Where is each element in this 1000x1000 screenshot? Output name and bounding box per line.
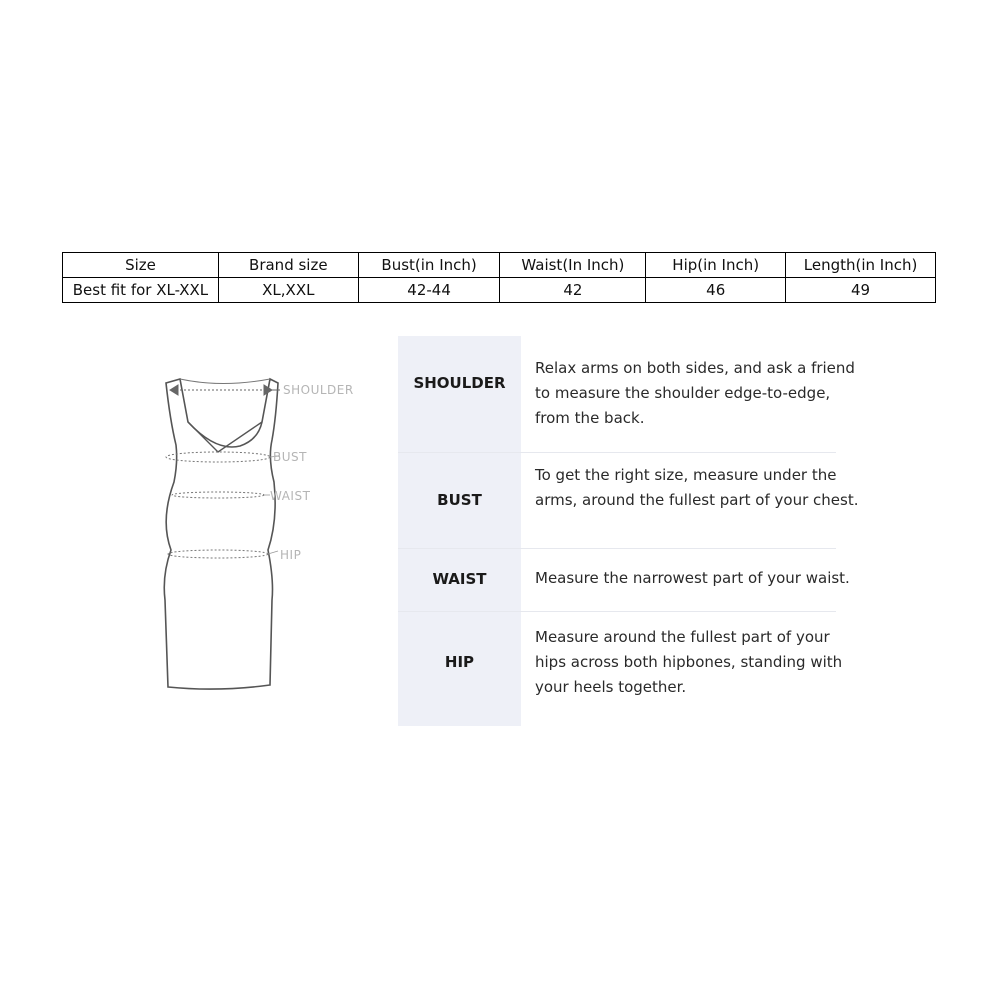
guide-term: SHOULDER — [413, 374, 506, 392]
guide-term: WAIST — [432, 570, 487, 588]
guide-description: To get the right size, measure under the arms, around the fullest part of your chest. — [535, 466, 859, 509]
neckline — [188, 422, 262, 452]
dress-illustration — [150, 370, 370, 700]
cell-size: Best fit for XL-XXL — [63, 278, 219, 303]
table-header-row — [63, 253, 936, 278]
hip-measure — [168, 550, 268, 558]
header-waist: Waist(In Inch) — [500, 253, 646, 278]
waist-measure — [172, 492, 264, 498]
header-bust: Bust(in Inch) — [358, 253, 500, 278]
divider — [398, 611, 836, 612]
header-hip: Hip(in Inch) — [646, 253, 786, 278]
guide-term: HIP — [444, 653, 475, 671]
cell-bust: 42-44 — [358, 278, 500, 303]
guide-description: Measure the narrowest part of your waist. — [535, 569, 850, 587]
header-length: Length(in Inch) — [786, 253, 936, 278]
waist-label: WAIST — [270, 489, 311, 503]
bust-measure — [166, 452, 270, 462]
shoulder-label: SHOULDER — [283, 383, 354, 397]
dress-outline — [164, 379, 278, 689]
table-row — [63, 278, 936, 303]
header-brand-size: Brand size — [218, 253, 358, 278]
bust-label: BUST — [273, 450, 307, 464]
header-size: Size — [63, 253, 219, 278]
guide-term: BUST — [437, 491, 482, 509]
size-chart-table — [62, 252, 936, 303]
cell-brand-size: XL,XXL — [218, 278, 358, 303]
cell-hip: 46 — [646, 278, 786, 303]
guide-description: Relax arms on both sides, and ask a friend to measure the shoulder edge-to-edge, from the back. — [535, 359, 855, 427]
cell-length: 49 — [786, 278, 936, 303]
divider — [398, 548, 836, 549]
shoulder-measure — [170, 385, 280, 395]
hip-label: HIP — [280, 548, 302, 562]
cell-waist: 42 — [500, 278, 646, 303]
guide-description: Measure around the fullest part of your hips across both hipbones, standing with your heels together. — [535, 628, 843, 696]
divider — [398, 452, 836, 453]
